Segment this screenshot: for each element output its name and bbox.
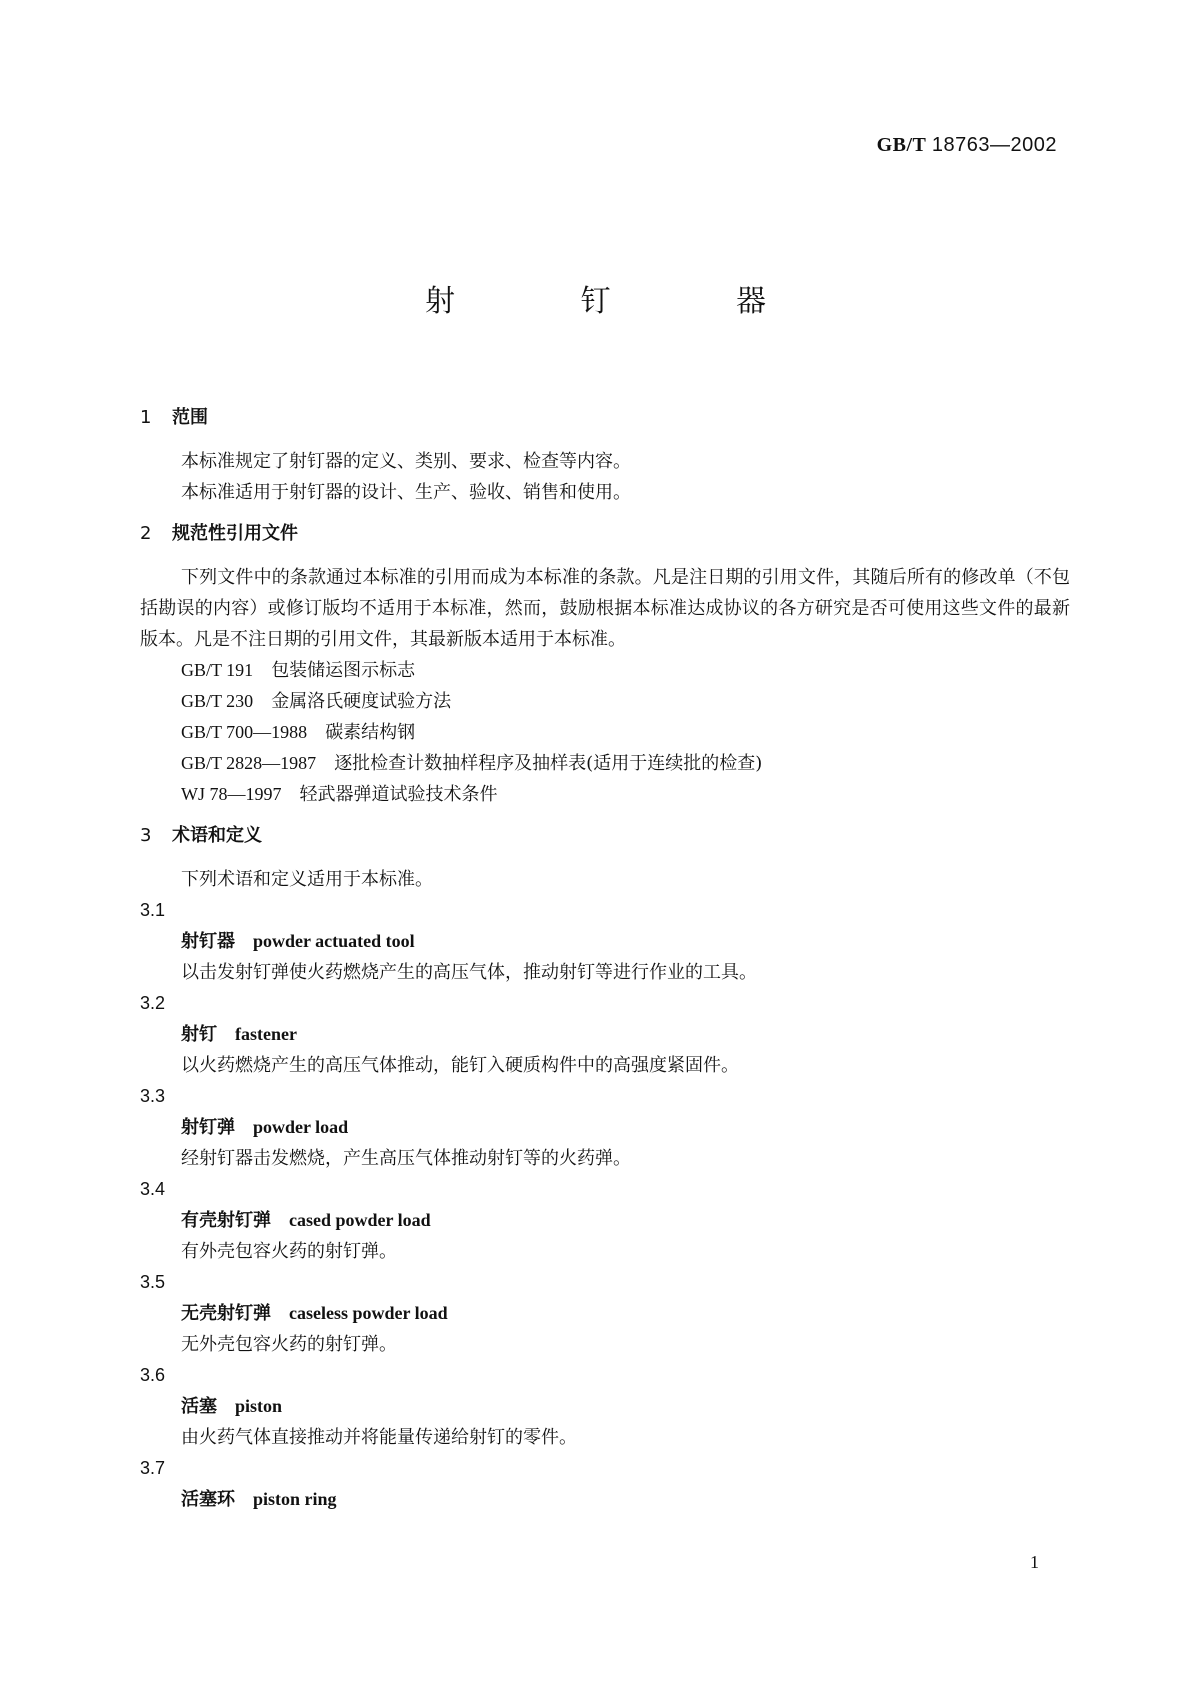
term-definition: 由火药气体直接推动并将能量传递给射钉的零件。 [181, 1427, 577, 1448]
term-definition: 有外壳包容火药的射钉弹。 [181, 1241, 397, 1262]
reference-title: 逐批检查计数抽样程序及抽样表(适用于连续批的检查) [334, 753, 763, 774]
standard-code-number: 18763—2002 [931, 134, 1057, 156]
paragraph: 本标准适用于射钉器的设计、生产、验收、销售和使用。 [181, 482, 631, 503]
term-name [140, 926, 1070, 957]
paragraph: 本标准规定了射钉器的定义、类别、要求、检查等内容。 [181, 451, 631, 472]
section-number: 1 [140, 407, 152, 428]
term-name-en: powder load [253, 1117, 349, 1137]
term-name-zh: 无壳射钉弹 [181, 1303, 271, 1324]
term-definition: 经射钉器击发燃烧，产生高压气体推动射钉等的火药弹。 [181, 1148, 631, 1169]
term-number: 3.4 [140, 1179, 166, 1199]
term-definition: 无外壳包容火药的射钉弹。 [181, 1334, 397, 1355]
term-name [140, 1019, 1070, 1050]
reference-title: 轻武器弹道试验技术条件 [299, 784, 498, 805]
standard-code-prefix: GB/T [876, 134, 927, 156]
term-name-zh: 射钉 [181, 1024, 217, 1045]
document-title: 射 钉 器 [424, 284, 825, 319]
term-name [140, 1484, 1070, 1515]
reference-item [140, 686, 1070, 717]
section-title: 术语和定义 [172, 825, 262, 846]
reference-list [140, 655, 1070, 810]
term-name [140, 1298, 1070, 1329]
section-heading [140, 518, 1070, 550]
term-number: 3.3 [140, 1086, 166, 1106]
page-number: 1 [1030, 1552, 1039, 1572]
reference-item [140, 779, 1070, 810]
section-heading [140, 402, 1070, 434]
reference-code: GB/T 2828—1987 [181, 753, 317, 773]
term-name-en: piston ring [253, 1489, 337, 1509]
reference-code: GB/T 230 [181, 691, 254, 711]
term-name-en: cased powder load [289, 1210, 431, 1230]
reference-title: 碳素结构钢 [325, 722, 416, 743]
term-name-zh: 活塞环 [181, 1489, 235, 1510]
term-number: 3.1 [140, 900, 166, 920]
reference-code: WJ 78—1997 [181, 784, 282, 804]
term-number: 3.5 [140, 1272, 166, 1292]
reference-item [140, 748, 1070, 779]
term-name-zh: 射钉器 [181, 931, 235, 952]
reference-title: 金属洛氏硬度试验方法 [271, 691, 452, 712]
term-name-zh: 射钉弹 [181, 1117, 235, 1138]
term-number: 3.2 [140, 993, 166, 1013]
section-heading [140, 820, 1070, 852]
paragraph: 下列术语和定义适用于本标准。 [181, 869, 433, 890]
term-name-zh: 活塞 [181, 1396, 217, 1417]
term-name-zh: 有壳射钉弹 [181, 1210, 271, 1231]
term-name-en: fastener [235, 1024, 297, 1044]
term-name-en: powder actuated tool [253, 931, 415, 951]
term-name [140, 1112, 1070, 1143]
standard-code [877, 134, 1057, 157]
reference-item [140, 655, 1070, 686]
term-number: 3.7 [140, 1458, 166, 1478]
section-title: 规范性引用文件 [172, 523, 298, 544]
term-name-en: caseless powder load [289, 1303, 448, 1323]
section-number: 3 [140, 825, 152, 846]
reference-item [140, 717, 1070, 748]
term-definition: 以火药燃烧产生的高压气体推动，能钉入硬质构件中的高强度紧固件。 [181, 1055, 739, 1076]
reference-code: GB/T 191 [181, 660, 254, 680]
term-definition: 以击发射钉弹使火药燃烧产生的高压气体，推动射钉等进行作业的工具。 [181, 962, 757, 983]
term-name [140, 1391, 1070, 1422]
term-name-en: piston [235, 1396, 283, 1416]
paragraph: 下列文件中的条款通过本标准的引用而成为本标准的条款。凡是注日期的引用文件，其随后所有的修改单（不包括勘误的内容）或修订版均不适用于本标准，然而，鼓励根据本标准达成协议的各方研究是否可使用这些文件的最新版本。凡是不注日期的引用文件，其最新版本适用于本标准。 [140, 567, 1070, 650]
term-name [140, 1205, 1070, 1236]
section-number: 2 [140, 523, 152, 544]
reference-code: GB/T 700—1988 [181, 722, 308, 742]
term-number: 3.6 [140, 1365, 166, 1385]
section-title: 范围 [172, 407, 208, 428]
reference-title: 包装储运图示标志 [271, 660, 416, 681]
document-body [140, 402, 1070, 1515]
